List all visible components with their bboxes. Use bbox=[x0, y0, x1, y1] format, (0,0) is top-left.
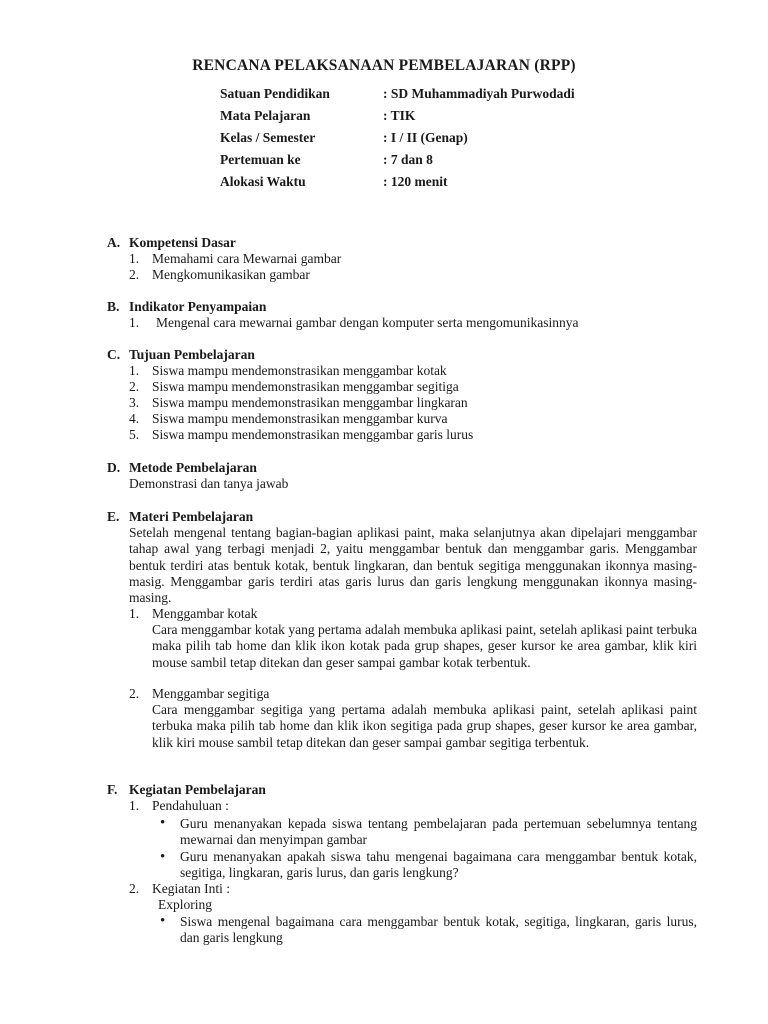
list-number: 1. bbox=[129, 798, 140, 813]
list-item: Siswa mampu mendemonstrasikan menggambar segitiga bbox=[152, 379, 459, 394]
section-d-letter: D. bbox=[107, 460, 121, 475]
identity-label: Kelas / Semester bbox=[220, 130, 316, 145]
section-c-letter: C. bbox=[107, 347, 121, 362]
section-e-letter: E. bbox=[107, 509, 120, 524]
list-item: Siswa mampu mendemonstrasikan menggambar kotak bbox=[152, 363, 447, 378]
section-d-heading: Metode Pembelajaran bbox=[129, 460, 257, 475]
material-item-title: Menggambar segitiga bbox=[152, 686, 270, 701]
bullet-text: Siswa mengenal bagaimana cara menggambar bentuk kotak, segitiga, lingkaran, garis lurus, dan garis lengkung bbox=[180, 914, 697, 946]
method-text: Demonstrasi dan tanya jawab bbox=[129, 476, 289, 491]
identity-label: Alokasi Waktu bbox=[220, 174, 306, 189]
list-number: 5. bbox=[129, 427, 140, 442]
identity-value: : 7 dan 8 bbox=[383, 152, 433, 167]
section-b-letter: B. bbox=[107, 299, 120, 314]
material-item-title: Menggambar kotak bbox=[152, 606, 258, 621]
material-intro: Setelah mengenal tentang bagian-bagian aplikasi paint, maka selanjutnya akan dipelajari menggambar tahap awal yang terbagi menjadi 2, yaitu menggambar bentuk dan menggambar garis. Menggambar bentuk terdiri atas bentuk kotak, bentuk lingkaran, dan bentuk segitiga menggunakan ikonnya masing-masig. Menggambar garis terdiri atas garis lurus dan garis lengkung menggunakan ikonnya masing-masing. bbox=[129, 525, 697, 606]
bullet-text: Guru menanyakan kepada siswa tentang pembelajaran pada pertemuan sebelumnya tentang mewarnai dan menyimpan gambar bbox=[180, 816, 697, 848]
list-item: Siswa mampu mendemonstrasikan menggambar kurva bbox=[152, 411, 448, 426]
identity-label: Mata Pelajaran bbox=[220, 108, 311, 123]
list-item: Memahami cara Mewarnai gambar bbox=[152, 251, 342, 266]
list-number: 2. bbox=[129, 686, 140, 701]
bullet-icon: • bbox=[160, 815, 166, 831]
list-number: 1. bbox=[129, 315, 140, 330]
activity-sub-label: Exploring bbox=[158, 897, 212, 912]
section-e-heading: Materi Pembelajaran bbox=[129, 509, 254, 524]
section-a-heading: Kompetensi Dasar bbox=[129, 235, 236, 250]
identity-value: : 120 menit bbox=[383, 174, 448, 189]
section-f-heading: Kegiatan Pembelajaran bbox=[129, 782, 266, 797]
list-number: 2. bbox=[129, 379, 140, 394]
identity-label: Satuan Pendidikan bbox=[220, 86, 330, 101]
list-number: 1. bbox=[129, 251, 140, 266]
identity-value: : TIK bbox=[383, 108, 416, 123]
list-number: 1. bbox=[129, 363, 140, 378]
bullet-text: Guru menanyakan apakah siswa tahu mengenai bagaimana cara menggambar bentuk kotak, segitiga, lingkaran, garis lurus, dan garis lengkung? bbox=[180, 849, 697, 881]
section-a-letter: A. bbox=[107, 235, 121, 250]
list-item: Mengenal cara mewarnai gambar dengan komputer serta mengomunikasinnya bbox=[156, 315, 579, 330]
list-number: 2. bbox=[129, 881, 140, 896]
section-f-letter: F. bbox=[107, 782, 118, 797]
identity-value: : SD Muhammadiyah Purwodadi bbox=[383, 86, 575, 101]
bullet-icon: • bbox=[160, 849, 166, 865]
list-number: 3. bbox=[129, 395, 140, 410]
material-item-text: Cara menggambar kotak yang pertama adalah membuka aplikasi paint, setelah aplikasi paint terbuka maka pilih tab home dan klik ikon kotak pada grup shapes, geser kursor ke area gambar, klik kiri mouse sambil tetap ditekan dan geser sampai gambar kotak terbentuk. bbox=[152, 622, 697, 670]
list-number: 4. bbox=[129, 411, 140, 426]
activity-label: Kegiatan Inti : bbox=[152, 881, 230, 896]
bullet-icon: • bbox=[160, 913, 166, 929]
list-item: Siswa mampu mendemonstrasikan menggambar lingkaran bbox=[152, 395, 468, 410]
identity-value: : I / II (Genap) bbox=[383, 130, 468, 145]
list-item: Mengkomunikasikan gambar bbox=[152, 267, 310, 282]
list-number: 1. bbox=[129, 606, 140, 621]
activity-label: Pendahuluan : bbox=[152, 798, 229, 813]
list-item: Siswa mampu mendemonstrasikan menggambar garis lurus bbox=[152, 427, 474, 442]
material-item-text: Cara menggambar segitiga yang pertama adalah membuka aplikasi paint, setelah aplikasi paint terbuka maka pilih tab home dan klik ikon segitiga pada grup shapes, geser kursor ke area gambar, klik kiri mouse sambil tetap ditekan dan geser sampai gambar segitiga terbentuk. bbox=[152, 702, 697, 750]
identity-label: Pertemuan ke bbox=[220, 152, 301, 167]
list-number: 2. bbox=[129, 267, 140, 282]
section-b-heading: Indikator Penyampaian bbox=[129, 299, 267, 314]
section-c-heading: Tujuan Pembelajaran bbox=[129, 347, 255, 362]
document-title: RENCANA PELAKSANAAN PEMBELAJARAN (RPP) bbox=[192, 57, 576, 74]
